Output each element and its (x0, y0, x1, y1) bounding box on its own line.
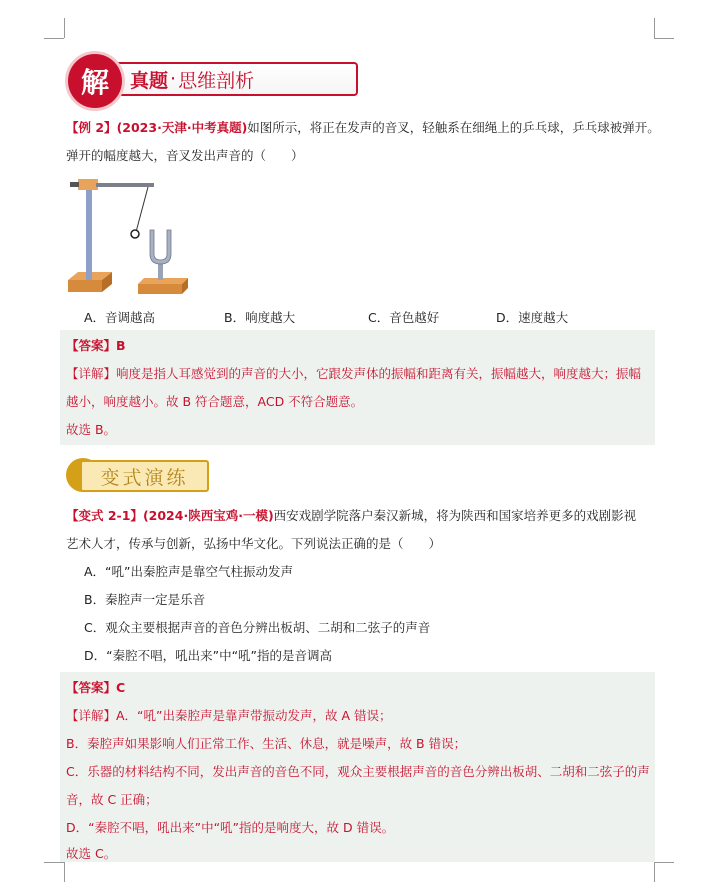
stand-clamp (78, 179, 98, 190)
variant-option-c: C．观众主要根据声音的音色分辨出板胡、二胡和二弦子的声音 (84, 620, 431, 635)
answer-2-detail-6: 故选 C。 (66, 846, 117, 861)
ping-pong-ball (131, 230, 139, 238)
example-line-2: 弹开的幅度越大，音叉发出声音的（ ） (66, 148, 304, 163)
answer-1-label: 【答案】B (66, 338, 126, 353)
solve-icon: 解 (68, 54, 122, 108)
stand-arm (96, 183, 154, 187)
variant-line-1 (66, 502, 636, 530)
answer-2-label: 【答案】C (66, 680, 126, 695)
section-banner (66, 50, 286, 104)
example-text-1: 如图所示，将正在发声的音叉，轻触系在细绳上的乒乓球，乒乓球被弹开。 (247, 120, 660, 135)
variant-option-b: B．秦腔声一定是乐音 (84, 592, 206, 607)
example-option-c: C．音色越好 (368, 310, 440, 325)
banner-title-main: 真题 (130, 69, 169, 92)
variant-option-a: A．“吼”出秦腔声是靠空气柱振动发声 (84, 564, 294, 579)
variant-banner-title: 变式演练 (80, 460, 209, 492)
variant-option-d: D．“秦腔不唱，吼出来”中“吼”指的是音调高 (84, 648, 333, 663)
variant-tag: 【变式 2-1】 (66, 508, 143, 523)
answer-2-detail-2: B．秦腔声如果影响人们正常工作、生活、休息，就是噪声，故 B 错误； (66, 736, 467, 751)
variant-text-1: 西安戏剧学院落户秦汉新城，将为陕西和国家培养更多的戏剧影视 (273, 508, 637, 523)
answer-1-detail-3: 故选 B。 (66, 422, 117, 437)
example-option-b: B．响度越大 (224, 310, 296, 325)
example-source: (2023·天津·中考真题) (116, 120, 248, 135)
example-line-1 (66, 114, 660, 142)
stand-rod (86, 184, 92, 280)
banner-title-sub: 思维剖析 (178, 69, 255, 92)
example-option-a: A．音调越高 (84, 310, 156, 325)
answer-2-detail-3: C．乐器的材料结构不同，发出声音的音色不同，观众主要根据声音的音色分辨出板胡、二胡和二弦子的声 (66, 764, 650, 779)
example-tag: 【例 2】 (66, 120, 117, 135)
banner-title-bar (116, 62, 358, 96)
tuning-fork-figure (66, 176, 196, 298)
answer-1-detail-2: 越小，响度越小。故 B 符合题意，ACD 不符合题意。 (66, 394, 364, 409)
string (136, 187, 148, 232)
answer-2-detail-1: 【详解】A．“吼”出秦腔声是靠声带振动发声，故 A 错误； (66, 708, 392, 723)
answer-1-detail-1: 【详解】响度是指人耳感觉到的声音的大小，它跟发声体的振幅和距离有关，振幅越大，响度越大；振幅 (66, 366, 642, 381)
example-option-d: D．速度越大 (496, 310, 569, 325)
answer-2-detail-4: 音，故 C 正确； (66, 792, 158, 807)
answer-2-detail-5: D．“秦腔不唱，吼出来”中“吼”指的是响度大，故 D 错误。 (66, 820, 395, 835)
banner-title-sep: · (170, 68, 177, 90)
answer-box-1 (60, 330, 655, 445)
answer-box-2 (60, 672, 655, 862)
variant-banner (66, 458, 211, 492)
variant-line-2: 艺术人才，传承与创新，弘扬中华文化。下列说法正确的是（ ） (66, 536, 442, 551)
variant-source: (2024·陕西宝鸡·一模) (142, 508, 274, 523)
